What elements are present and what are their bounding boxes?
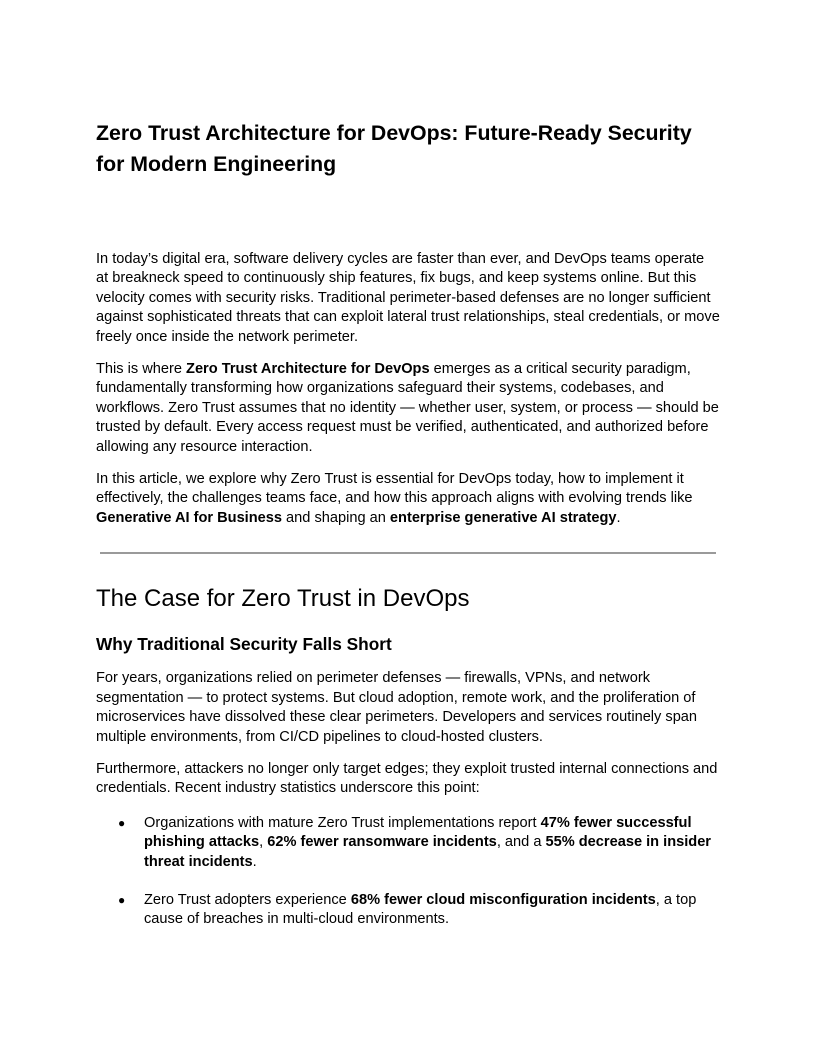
document-page	[96, 118, 720, 930]
intro-p3-post: .	[616, 509, 621, 526]
intro-paragraph-2	[96, 360, 720, 457]
document-title: Zero Trust Architecture for DevOps: Future-Ready Security for Modern Engineering	[96, 121, 692, 176]
intro-p2-bold: Zero Trust Architecture for DevOps	[186, 361, 430, 378]
intro-p3-bold-2: enterprise generative AI strategy	[389, 509, 617, 526]
section-paragraph-2: Furthermore, attackers no longer only target edges; they exploit trusted internal connections and credentials. Recent industry statistics underscore this point:	[96, 760, 718, 797]
intro-p2-pre: This is where	[96, 361, 187, 378]
bullet-2-post: , a top cause of breaches in multi-cloud environments.	[144, 891, 697, 928]
intro-paragraph-3	[96, 470, 720, 528]
bullet-2-pre: Zero Trust adopters experience	[144, 891, 351, 908]
intro-paragraph-1: In today’s digital era, software delivery cycles are faster than ever, and DevOps teams operate at breakneck speed to continuously ship features, fix bugs, and keep systems online. But this velocity comes with security risks. Traditional perimeter-based defenses are no longer sufficient against sophisticated threats that can exploit lateral trust relationships, steal credentials, or move freely once inside the network perimeter.	[96, 251, 720, 345]
section-heading: The Case for Zero Trust in DevOps	[96, 585, 470, 613]
list-item	[96, 814, 720, 872]
bullet-icon: ●	[118, 815, 126, 830]
bullet-1-bold-1: 47% fewer successful phishing attacks	[144, 814, 692, 851]
bullet-2-bold-1: 68% fewer cloud misconfiguration incidents	[350, 891, 656, 908]
intro-p3-bold-1: Generative AI for Business	[96, 509, 282, 526]
subsection-heading: Why Traditional Security Falls Short	[96, 634, 392, 655]
list-item	[96, 891, 720, 930]
intro-p2-post: emerges as a critical security paradigm, fundamentally transforming how organizations safeguard their systems, codebases, and workflows. Zero Trust assumes that no identity — whether user, system, or process — should be trusted by default. Every access request must be verified, authenticated, and authorized before allowing any resource interaction.	[96, 361, 719, 455]
intro-p3-mid: and shaping an	[282, 509, 390, 526]
statistics-list	[96, 814, 720, 930]
intro-p3-pre: In this article, we explore why Zero Trust is essential for DevOps today, how to implement it effectively, the challenges teams face, and how this approach aligns with evolving trends like	[96, 471, 693, 507]
horizontal-divider	[100, 552, 716, 554]
bullet-1-pre: Organizations with mature Zero Trust implementations report	[144, 814, 541, 831]
bullet-1-post: .	[252, 853, 257, 870]
bullet-1-mid-1: ,	[259, 834, 268, 851]
bullet-1-mid-2: , and a	[496, 834, 546, 851]
bullet-icon: ●	[118, 892, 126, 907]
bullet-1-bold-3: 55% decrease in insider threat incidents	[144, 834, 711, 870]
bullet-1-bold-2: 62% fewer ransomware incidents	[267, 834, 497, 851]
section-paragraph-1: For years, organizations relied on perimeter defenses — firewalls, VPNs, and network segmentation — to protect systems. But cloud adoption, remote work, and the proliferation of microservices have dissolved these clear perimeters. Developers and services routinely span multiple environments, from CI/CD pipelines to cloud-hosted clusters.	[96, 670, 698, 745]
